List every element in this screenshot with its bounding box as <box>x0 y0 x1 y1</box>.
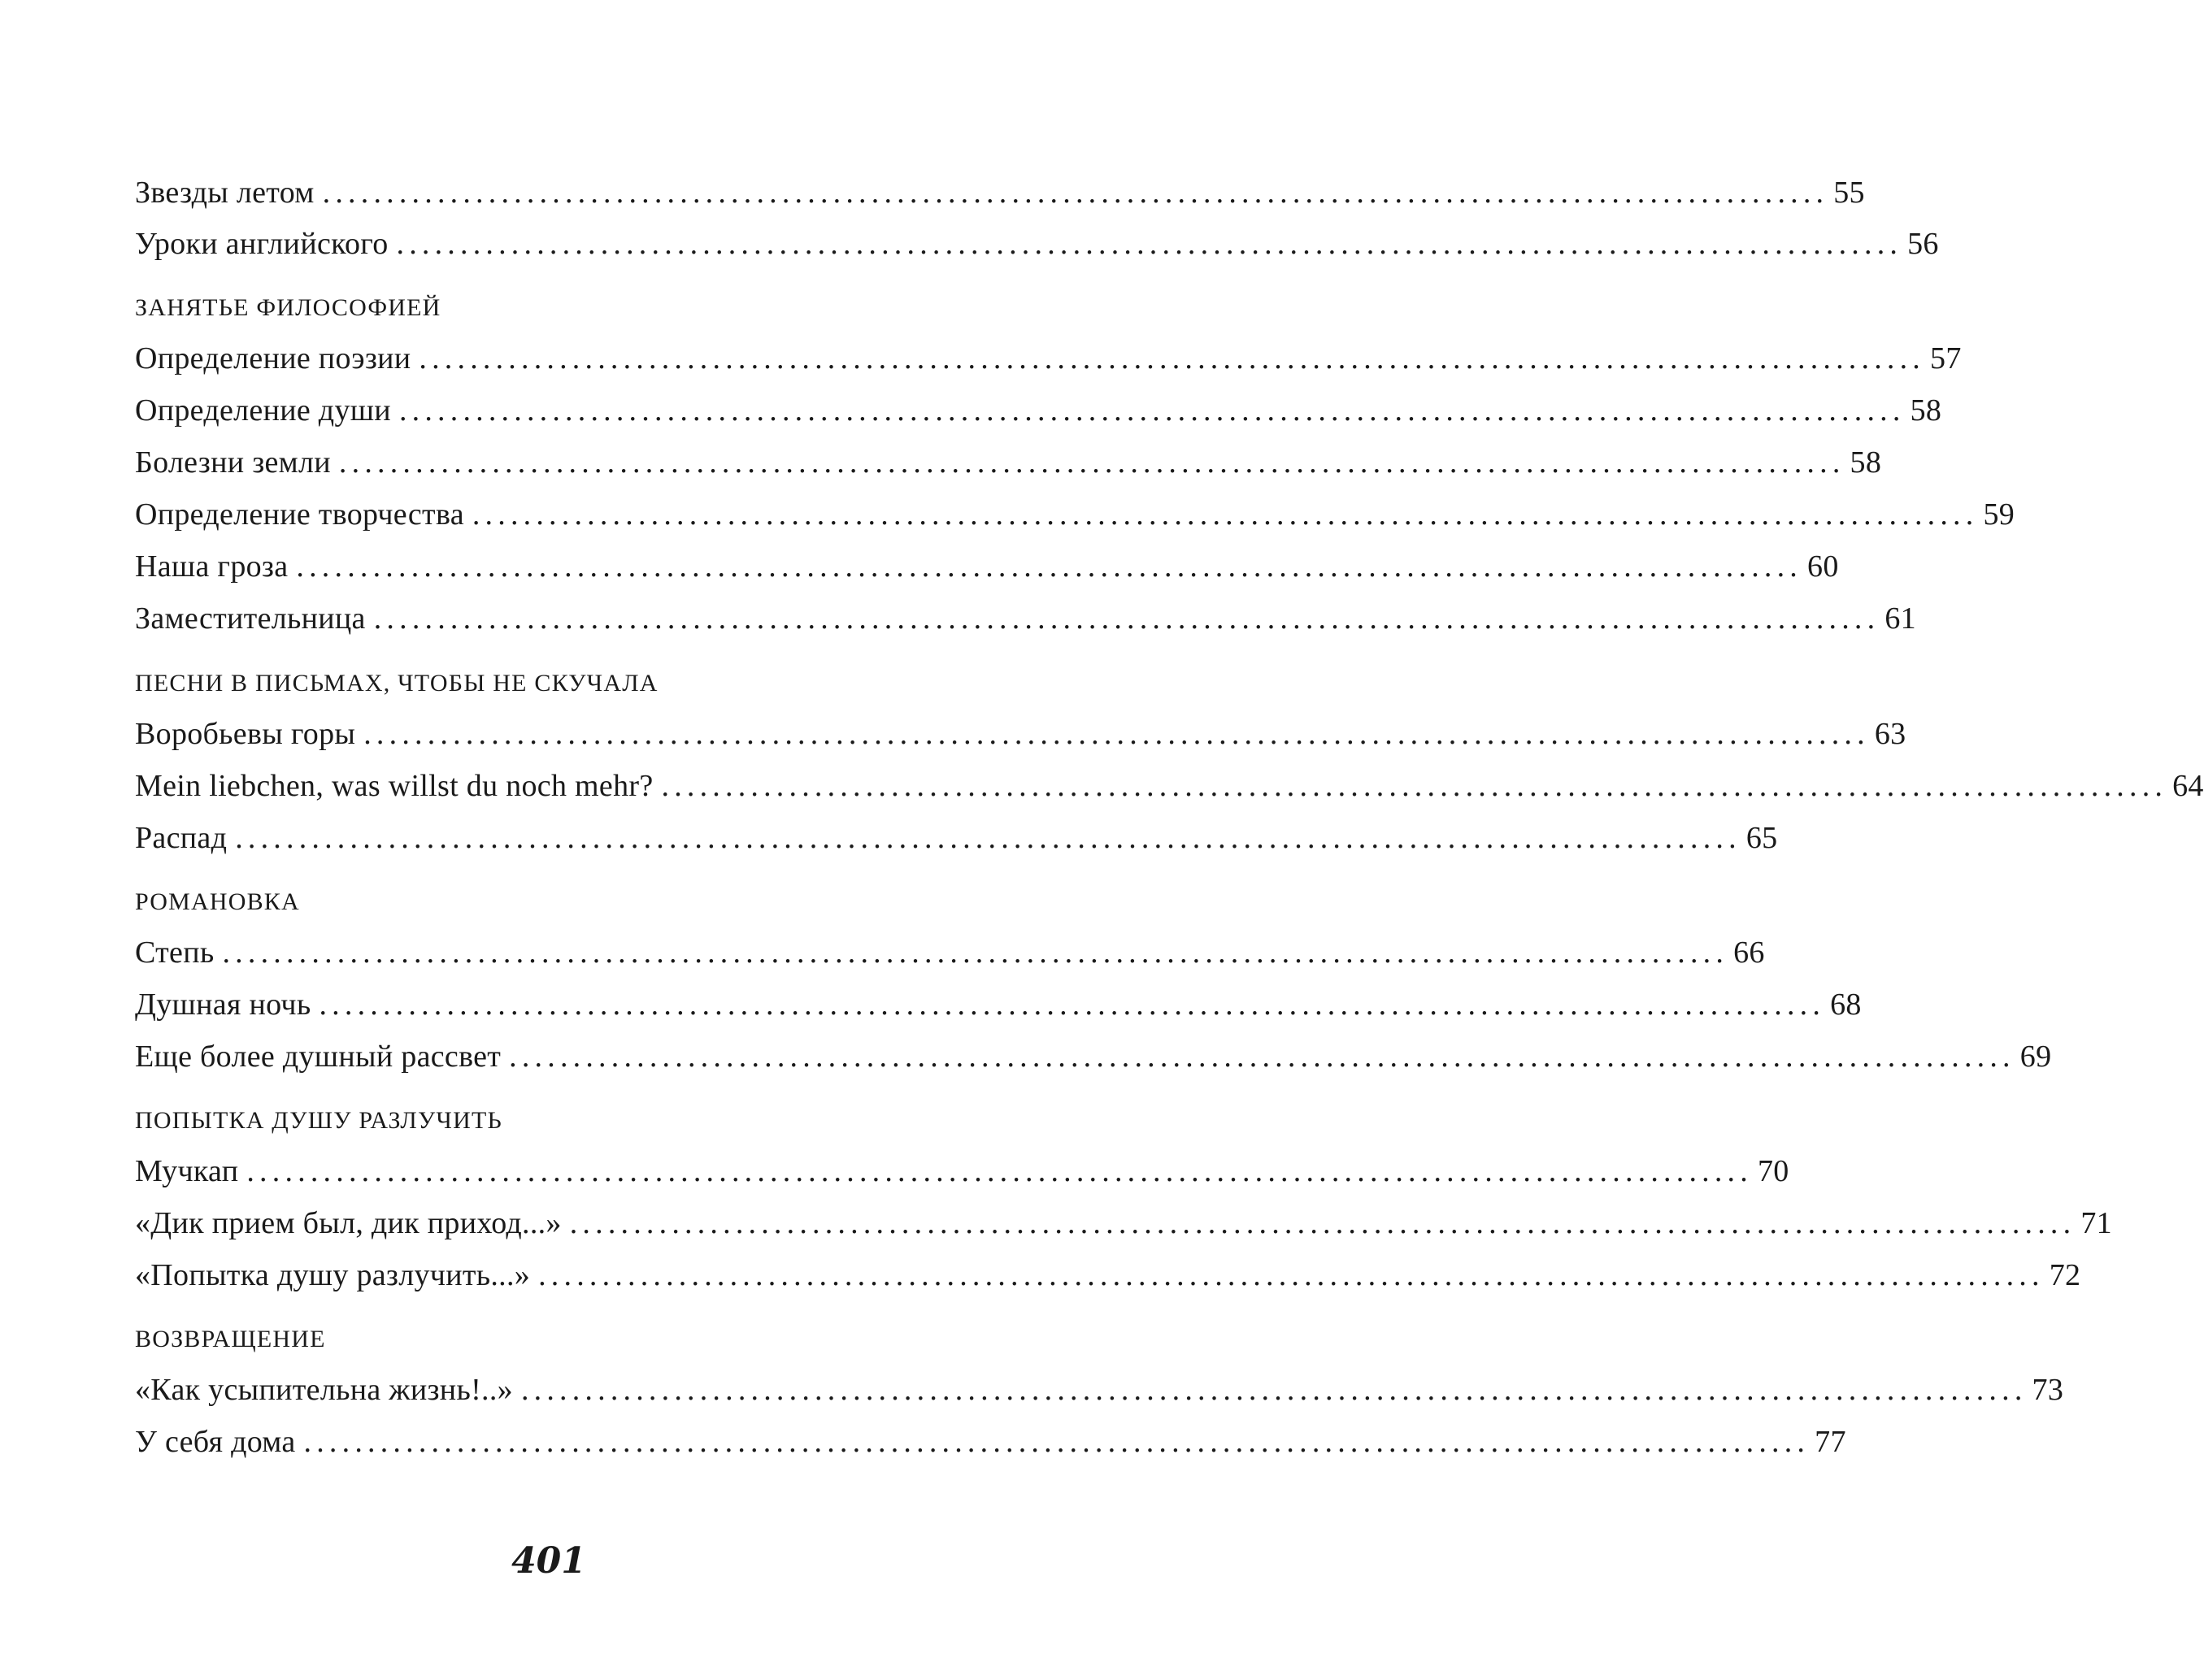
entry-title: Болезни земли <box>135 445 331 480</box>
dot-leader: ...................................................................................................................... <box>363 717 1870 751</box>
dot-leader: ...................................................................................................................... <box>419 341 1926 376</box>
entry-title: Душная ночь <box>135 988 311 1022</box>
dot-leader: ...................................................................................................................... <box>338 445 1845 480</box>
dot-leader: ...................................................................................................................... <box>246 1154 1753 1188</box>
dot-leader: ...................................................................................................................... <box>509 1040 2015 1074</box>
entry-title: Воробьевы горы <box>135 717 356 751</box>
entry-page-number: 58 <box>1850 445 1882 480</box>
entry-title: Распад <box>135 821 228 855</box>
toc-entry <box>135 445 1882 493</box>
toc-entry <box>135 226 1939 275</box>
entry-page-number: 68 <box>1830 988 1862 1022</box>
dot-leader: ...................................................................................................................... <box>398 393 1906 428</box>
dot-leader: ...................................................................................................................... <box>235 821 1741 855</box>
section-heading: ЗАНЯТЬЕ ФИЛОСОФИЕЙ <box>135 294 441 321</box>
entry-title: «Попытка душу разлучить...» <box>135 1258 531 1292</box>
toc-entry <box>135 341 1962 389</box>
entry-page-number: 70 <box>1757 1154 1789 1188</box>
entry-title: Определение души <box>135 393 391 428</box>
entry-page-number: 56 <box>1907 227 1939 261</box>
toc-entry <box>135 1039 2052 1087</box>
dot-leader: ...................................................................................................................... <box>303 1425 1811 1459</box>
dot-leader: ...................................................................................................................... <box>322 176 1829 210</box>
toc-entry <box>135 497 2015 545</box>
section-heading: РОМАНОВКА <box>135 888 300 915</box>
dot-leader: ...................................................................................................................... <box>222 936 1729 970</box>
entry-page-number: 71 <box>2080 1206 2112 1240</box>
section-heading: ВОЗВРАЩЕНИЕ <box>135 1326 326 1352</box>
dot-leader: ...................................................................................................................... <box>661 769 2168 803</box>
entry-title: Mein liebchen, was willst du noch mehr? <box>135 769 654 803</box>
dot-leader: ...................................................................................................................... <box>319 988 1826 1022</box>
entry-page-number: 63 <box>1874 717 1906 751</box>
entry-page-number: 77 <box>1815 1425 1846 1459</box>
dot-leader: ...................................................................................................................... <box>538 1258 2045 1292</box>
entry-page-number: 55 <box>1833 176 1865 210</box>
dot-leader: ...................................................................................................................... <box>396 227 1903 261</box>
toc-entry <box>135 820 1778 869</box>
entry-page-number: 59 <box>1983 497 2015 532</box>
toc-entry <box>135 175 1865 224</box>
toc-entry <box>135 601 1916 649</box>
entry-title: У себя дома <box>135 1425 296 1459</box>
entry-page-number: 60 <box>1807 549 1839 584</box>
entry-title: Мучкап <box>135 1154 239 1188</box>
entry-page-number: 65 <box>1745 821 1778 855</box>
toc-entry <box>135 1424 1846 1473</box>
dot-leader: ...................................................................................................................... <box>520 1373 2028 1407</box>
entry-page-number: 58 <box>1910 393 1942 428</box>
toc-entry <box>135 935 1765 983</box>
toc-entry <box>135 1205 2112 1254</box>
entry-title: Степь <box>135 936 215 970</box>
dot-leader: ...................................................................................................................... <box>569 1206 2076 1240</box>
entry-title: Наша гроза <box>135 549 289 584</box>
page-number: 401 <box>511 1540 586 1582</box>
toc-entry <box>135 987 1862 1035</box>
entry-page-number: 66 <box>1733 936 1765 970</box>
entry-title: Заместительница <box>135 601 366 636</box>
entry-title: Уроки английского <box>135 227 389 261</box>
section-heading: ПОПЫТКА ДУШУ РАЗЛУЧИТЬ <box>135 1107 502 1134</box>
section-heading: ПЕСНИ В ПИСЬМАХ, ЧТОБЫ НЕ СКУЧАЛА <box>135 670 659 697</box>
entry-title: «Как усыпительна жизнь!..» <box>135 1373 513 1407</box>
toc-entry <box>135 393 1942 441</box>
dot-leader: ...................................................................................................................... <box>296 549 1803 584</box>
entry-title: Определение поэзии <box>135 341 411 376</box>
toc-entry <box>135 768 2204 817</box>
entry-title: «Дик прием был, дик приход...» <box>135 1206 562 1240</box>
toc-entry <box>135 1372 2064 1421</box>
entry-page-number: 57 <box>1930 341 1962 376</box>
entry-page-number: 61 <box>1884 601 1916 636</box>
entry-title: Звезды летом <box>135 176 315 210</box>
entry-page-number: 73 <box>2032 1373 2064 1407</box>
entry-page-number: 69 <box>2019 1040 2052 1074</box>
dot-leader: ...................................................................................................................... <box>472 497 1979 532</box>
entry-page-number: 72 <box>2049 1258 2081 1292</box>
entry-page-number: 64 <box>2172 769 2204 803</box>
dot-leader: ...................................................................................................................... <box>373 601 1880 636</box>
toc-entry <box>135 1257 2081 1306</box>
toc-entry <box>135 716 1906 765</box>
entry-title: Определение творчества <box>135 497 464 532</box>
toc-entry <box>135 549 1839 597</box>
toc-entry <box>135 1153 1789 1202</box>
entry-title: Еще более душный рассвет <box>135 1040 502 1074</box>
